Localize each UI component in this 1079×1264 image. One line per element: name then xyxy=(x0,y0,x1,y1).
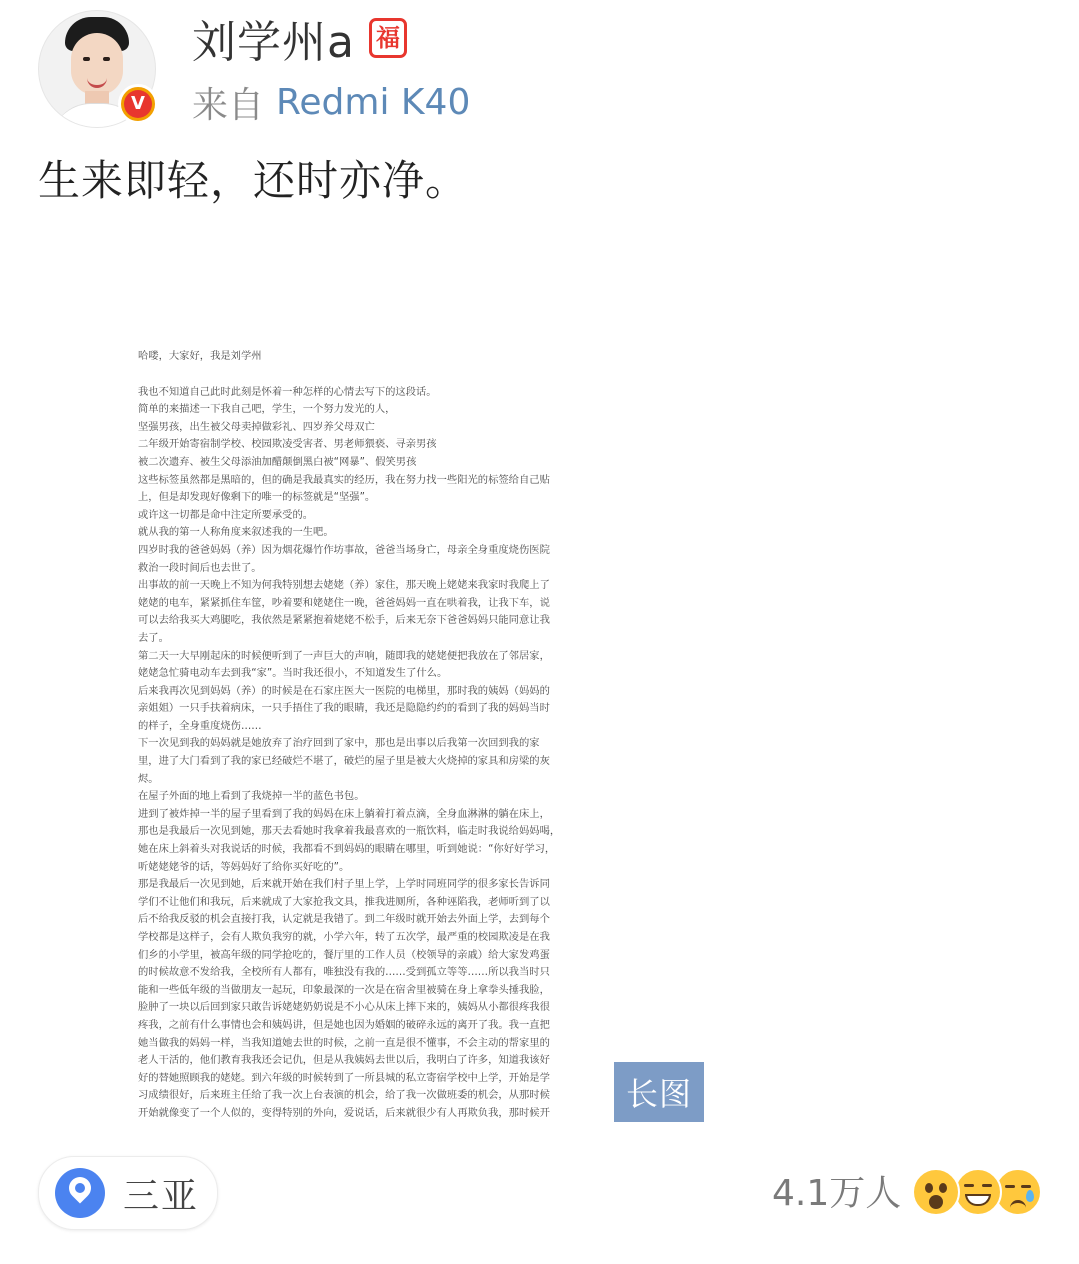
long-image-text-line: 后来我再次见到妈妈（养）的时候是在石家庄医大一医院的电梯里，那时我的姨妈（妈妈的 xyxy=(138,684,550,697)
long-image-text-line: 的时候故意不发给我，全校所有人都有，唯独没有我的……受到孤立等等……所以我当时只 xyxy=(138,966,550,979)
long-image-text-line: 去了。 xyxy=(138,631,169,644)
long-image-text-line: 二年级开始寄宿制学校、校园欺凌受害者、男老师猥亵、寻亲男孩 xyxy=(138,438,437,451)
long-image-text-line: 老人干活的，他们教育我我还会记仇，但是从我姨妈去世以后，我明白了许多，知道我该好 xyxy=(138,1054,550,1067)
long-image-text-line: 这些标签虽然都是黑暗的，但的确是我最真实的经历，我在努力找一些阳光的标签给自己贴 xyxy=(138,473,550,486)
view-count: 4.1万人 xyxy=(772,1173,902,1214)
long-image-text-line: 我也不知道自己此时此刻是怀着一种怎样的心情去写下的这段话。 xyxy=(138,385,437,398)
long-image-text-line: 被二次遗弃、被生父母添油加醋颠倒黑白被“网暴”、假笑男孩 xyxy=(138,455,417,468)
long-image-text-line: 那是我最后一次见到她，后来就开始在我们村子里上学，上学时同班同学的很多家长告诉同 xyxy=(138,878,550,891)
fu-badge-icon[interactable]: 福 xyxy=(369,18,407,58)
long-image-text-line: 习成绩很好，后来班主任给了我一次上台表演的机会，给了我一次做班委的机会，从那时候 xyxy=(138,1089,550,1102)
long-image-text-line: 能和一些低年级的当做朋友一起玩，印象最深的一次是在宿舍里被骑在身上拿拳头捶我脸， xyxy=(138,983,550,996)
long-image-text-line: 坚强男孩，出生被父母卖掉做彩礼、四岁养父母双亡 xyxy=(138,420,375,433)
long-image-text-line: 四岁时我的爸爸妈妈（养）因为烟花爆竹作坊事故，爸爸当场身亡，母亲全身重度烧伤医院 xyxy=(138,543,550,556)
long-image-text-line: 的样子，全身重度烧伤…… xyxy=(138,719,262,732)
source-device-link[interactable]: Redmi K40 xyxy=(276,81,471,123)
long-image-text-line: 烬。 xyxy=(138,772,159,785)
long-image-text-line: 可以去给我买大鸡腿吃，我依然是紧紧抱着姥姥不松手，后来无奈下爸爸妈妈只能同意让我 xyxy=(138,614,550,627)
long-image-text-line: 疼我，之前有什么事情也会和姨妈讲，但是她也因为婚姻的破碎永远的离开了我。我一直把 xyxy=(138,1018,550,1031)
post-source xyxy=(192,74,470,130)
long-image-text-line: 开始就像变了一个人似的，变得特别的外向，爱说话，后来就很少有人再欺负我，那时候开 xyxy=(138,1106,550,1119)
username[interactable]: 刘学州a xyxy=(192,17,355,68)
long-image-text-line: 后不给我反驳的机会直接打我，认定就是我错了。到二年级时就开始去外面上学，去到每个 xyxy=(138,913,550,926)
long-image-text-line: 进到了被炸掉一半的屋子里看到了我的妈妈在床上躺着打着点滴，全身血淋淋的躺在床上， xyxy=(138,807,550,820)
laughing-emoji-icon xyxy=(954,1168,1002,1216)
long-image-text-line: 学们不让他们和我玩，后来就成了大家抢我文具，推我进厕所，各种诬陷我，老师听到了以 xyxy=(138,895,550,908)
long-image-text-line: 或许这一切都是命中注定所要承受的。 xyxy=(138,508,314,521)
long-image-text-line: 那也是我最后一次见到她，那天去看她时我拿着我最喜欢的一瓶饮料，临走时我说给妈妈喝， xyxy=(138,825,561,838)
long-image-text-line: 听姥姥姥爷的话，等妈妈好了给你买好吃的”。 xyxy=(138,860,350,873)
long-image-text-line: 救治一段时间后也去世了。 xyxy=(138,561,262,574)
long-image-text-line: 出事故的前一天晚上不知为何我特别想去姥姥（养）家住，那天晚上姥姥来我家时我爬上了 xyxy=(138,579,550,592)
long-image-text-line: 简单的来描述一下我自己吧，学生，一个努力发光的人， xyxy=(138,403,396,416)
avatar[interactable] xyxy=(38,10,156,128)
long-image-text-line: 上，但是却发现好像剩下的唯一的标签就是“坚强”。 xyxy=(138,491,376,504)
long-image-text-line: 哈喽，大家好，我是刘学州 xyxy=(138,350,262,362)
long-image-text-line: 她在床上斜着头对我说话的时候，我都看不到妈妈的眼睛在哪里，听到她说：“你好好学习， xyxy=(138,843,556,856)
long-image[interactable] xyxy=(124,336,614,1124)
long-image-text-line: 姥姥的电车，紧紧抓住车筐，吵着要和姥姥住一晚，爸爸妈妈一直在哄着我，让我下车，说 xyxy=(138,596,550,609)
location-name: 三亚 xyxy=(123,1175,200,1217)
long-image-text-line: 就从我的第一人称角度来叙述我的一生吧。 xyxy=(138,526,334,539)
verified-badge-icon: V xyxy=(118,84,158,124)
reaction-emojis[interactable] xyxy=(912,1166,1052,1222)
username-row xyxy=(192,6,407,70)
long-image-text-line: 她当做我的妈妈一样，当我知道她去世的时候，之前一直是很不懂事，不会主动的帮家里的 xyxy=(138,1036,550,1049)
long-image-text-line: 姥姥急忙骑电动车去到我“家”。当时我还很小，不知道发生了什么。 xyxy=(138,667,448,680)
long-image-text-line: 脸肿了一块以后回到家只敢告诉姥姥奶奶说是不小心从床上摔下来的，姨妈从小都很疼我很 xyxy=(138,1001,550,1014)
long-image-text-line: 下一次见到我的妈妈就是她放弃了治疗回到了家中，那也是出事以后我第一次回到我的家 xyxy=(138,737,540,750)
long-image-text-line: 在屋子外面的地上看到了我烧掉一半的蓝色书包。 xyxy=(138,790,365,803)
long-image-text-line: 学校都是这样子，会有人欺负我穷的就，小学六年，转了五次学，最严重的校园欺凌是在我 xyxy=(138,931,550,943)
astonished-emoji-icon xyxy=(912,1168,960,1216)
long-image-text-line: 好的替她照顾我的姥姥。到六年级的时候转到了一所县城的私立寄宿学校中上学，开始是学 xyxy=(138,1071,550,1084)
source-prefix: 来自 xyxy=(192,84,265,126)
location-pin-icon xyxy=(55,1168,105,1218)
long-image-text-line: 里，进了大门看到了我的家已经破烂不堪了，破烂的屋子里是被大火烧掉的家具和房梁的灰 xyxy=(138,755,550,768)
location-chip[interactable] xyxy=(38,1156,218,1230)
long-image-text-line: 第二天一大早刚起床的时候便听到了一声巨大的声响，随即我的姥姥便把我放在了邻居家， xyxy=(138,649,550,662)
post-text: 生来即轻，还时亦净。 xyxy=(38,156,469,205)
long-image-text-line: 亲姐姐）一只手扶着病床，一只手捂住了我的眼睛，我还是隐隐约约的看到了我的妈妈当时 xyxy=(138,702,550,715)
long-image-text-line: 们乡的小学里，被高年级的同学抢吃的，餐厅里的工作人员（校领导的亲戚）给大家发鸡蛋 xyxy=(138,948,550,961)
long-image-badge: 长图 xyxy=(614,1062,704,1122)
